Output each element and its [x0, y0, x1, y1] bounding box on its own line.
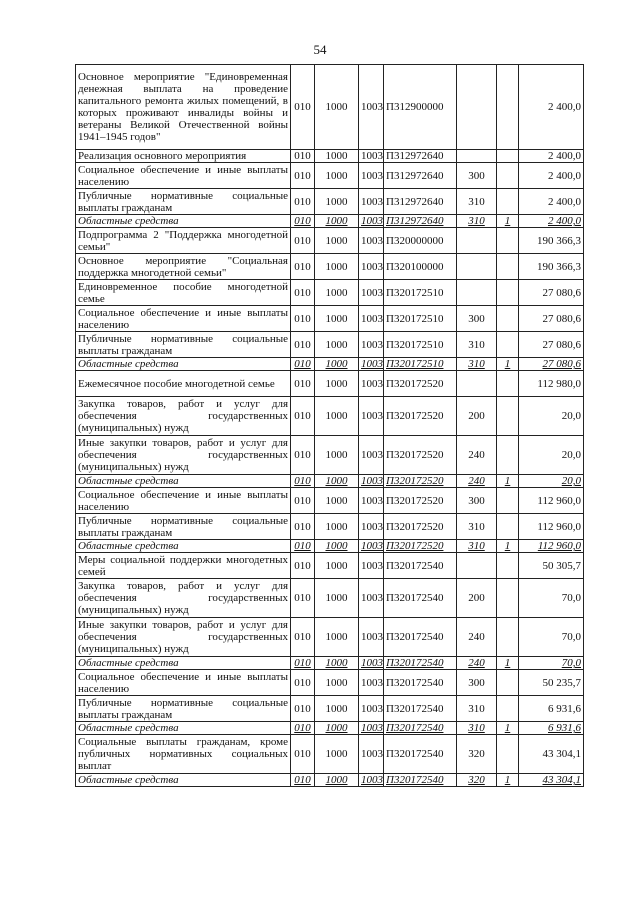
section-code: 1000: [315, 215, 359, 228]
table-row: [76, 514, 584, 540]
expense-type-code: 300: [457, 670, 497, 696]
row-name: Публичные нормативные социальные выплаты гражданам: [76, 696, 291, 722]
section-code: 1000: [315, 332, 359, 358]
section-code: 1000: [315, 280, 359, 306]
target-article-code: П320100000: [384, 254, 457, 280]
table-row: [76, 579, 584, 618]
amount: 112 960,0: [519, 488, 584, 514]
subsection-code: 1003: [359, 397, 384, 436]
subsection-code: 1003: [359, 215, 384, 228]
ved-code: 010: [291, 228, 315, 254]
table-row: [76, 228, 584, 254]
funding-source-code: [497, 579, 519, 618]
ved-code: 010: [291, 306, 315, 332]
table-row-regional-funds: [76, 722, 584, 735]
funding-source-code: [497, 163, 519, 189]
amount: 20,0: [519, 436, 584, 475]
amount: 2 400,0: [519, 189, 584, 215]
expense-type-code: 310: [457, 514, 497, 540]
expense-type-code: 200: [457, 397, 497, 436]
target-article-code: П320172540: [384, 553, 457, 579]
expense-type-code: 320: [457, 774, 497, 787]
amount: 190 366,3: [519, 228, 584, 254]
amount: 6 931,6: [519, 696, 584, 722]
subsection-code: 1003: [359, 774, 384, 787]
section-code: 1000: [315, 65, 359, 150]
funding-source-code: 1: [497, 215, 519, 228]
expense-type-code: 320: [457, 735, 497, 774]
target-article-code: П312972640: [384, 215, 457, 228]
ved-code: 010: [291, 215, 315, 228]
expense-type-code: [457, 228, 497, 254]
expense-type-code: [457, 65, 497, 150]
funding-source-code: [497, 735, 519, 774]
page-number: 54: [313, 42, 327, 57]
funding-source-code: [497, 670, 519, 696]
table-row: [76, 488, 584, 514]
section-code: 1000: [315, 657, 359, 670]
funding-source-code: [497, 397, 519, 436]
funding-source-code: [497, 150, 519, 163]
ved-code: 010: [291, 540, 315, 553]
target-article-code: П320172520: [384, 475, 457, 488]
target-article-code: П320172510: [384, 358, 457, 371]
subsection-code: 1003: [359, 436, 384, 475]
subsection-code: 1003: [359, 618, 384, 657]
table-row: [76, 397, 584, 436]
row-name: Социальное обеспечение и иные выплаты населению: [76, 163, 291, 189]
row-name: Закупка товаров, работ и услуг для обеспечения государственных (муниципальных) нужд: [76, 579, 291, 618]
row-name: Меры социальной поддержки многодетных семей: [76, 553, 291, 579]
subsection-code: 1003: [359, 696, 384, 722]
target-article-code: П320172540: [384, 618, 457, 657]
section-code: 1000: [315, 254, 359, 280]
target-article-code: П320172540: [384, 722, 457, 735]
amount: 27 080,6: [519, 332, 584, 358]
funding-source-code: [497, 371, 519, 397]
table-row: [76, 670, 584, 696]
expense-type-code: 310: [457, 540, 497, 553]
section-code: 1000: [315, 618, 359, 657]
expense-type-code: [457, 371, 497, 397]
table-row: [76, 189, 584, 215]
amount: 70,0: [519, 618, 584, 657]
subsection-code: 1003: [359, 228, 384, 254]
row-name: Областные средства: [76, 475, 291, 488]
row-name: Областные средства: [76, 358, 291, 371]
row-name: Закупка товаров, работ и услуг для обеспечения государственных (муниципальных) нужд: [76, 397, 291, 436]
funding-source-code: [497, 65, 519, 150]
table-row-regional-funds: [76, 540, 584, 553]
row-name: Ежемесячное пособие многодетной семье: [76, 371, 291, 397]
funding-source-code: [497, 189, 519, 215]
table-row-regional-funds: [76, 774, 584, 787]
subsection-code: 1003: [359, 150, 384, 163]
target-article-code: П320172520: [384, 436, 457, 475]
section-code: 1000: [315, 670, 359, 696]
table-row-regional-funds: [76, 215, 584, 228]
target-article-code: П320000000: [384, 228, 457, 254]
row-name: Основное мероприятие "Социальная поддержка многодетной семьи": [76, 254, 291, 280]
funding-source-code: 1: [497, 475, 519, 488]
section-code: 1000: [315, 579, 359, 618]
subsection-code: 1003: [359, 735, 384, 774]
target-article-code: П312972640: [384, 163, 457, 189]
row-name: Основное мероприятие "Единовременная денежная выплата на проведение капитального ремонта жилых помещений, в которых проживают инвалиды войны и ветераны Великой Отечественной войны 1941–1945 годов": [76, 65, 291, 150]
row-name: Публичные нормативные социальные выплаты гражданам: [76, 332, 291, 358]
ved-code: 010: [291, 150, 315, 163]
section-code: 1000: [315, 228, 359, 254]
section-code: 1000: [315, 150, 359, 163]
subsection-code: 1003: [359, 670, 384, 696]
row-name: Социальные выплаты гражданам, кроме публичных нормативных социальных выплат: [76, 735, 291, 774]
table-row-regional-funds: [76, 657, 584, 670]
section-code: 1000: [315, 436, 359, 475]
table-row: [76, 436, 584, 475]
subsection-code: 1003: [359, 254, 384, 280]
subsection-code: 1003: [359, 488, 384, 514]
expense-type-code: 310: [457, 358, 497, 371]
expense-type-code: [457, 254, 497, 280]
amount: 2 400,0: [519, 150, 584, 163]
subsection-code: 1003: [359, 553, 384, 579]
amount: 50 235,7: [519, 670, 584, 696]
funding-source-code: 1: [497, 722, 519, 735]
section-code: 1000: [315, 371, 359, 397]
row-name: Областные средства: [76, 540, 291, 553]
ved-code: 010: [291, 65, 315, 150]
target-article-code: П320172520: [384, 371, 457, 397]
ved-code: 010: [291, 280, 315, 306]
ved-code: 010: [291, 332, 315, 358]
ved-code: 010: [291, 475, 315, 488]
expense-type-code: 310: [457, 332, 497, 358]
ved-code: 010: [291, 514, 315, 540]
ved-code: 010: [291, 735, 315, 774]
row-name: Публичные нормативные социальные выплаты гражданам: [76, 514, 291, 540]
subsection-code: 1003: [359, 475, 384, 488]
target-article-code: П320172510: [384, 306, 457, 332]
funding-source-code: 1: [497, 358, 519, 371]
subsection-code: 1003: [359, 163, 384, 189]
amount: 50 305,7: [519, 553, 584, 579]
amount: 43 304,1: [519, 735, 584, 774]
funding-source-code: [497, 488, 519, 514]
amount: 27 080,6: [519, 358, 584, 371]
funding-source-code: [497, 436, 519, 475]
table-row: [76, 332, 584, 358]
target-article-code: П320172540: [384, 579, 457, 618]
ved-code: 010: [291, 696, 315, 722]
table-row: [76, 735, 584, 774]
funding-source-code: [497, 553, 519, 579]
subsection-code: 1003: [359, 65, 384, 150]
amount: 2 400,0: [519, 65, 584, 150]
row-name: Подпрограмма 2 "Поддержка многодетной семьи": [76, 228, 291, 254]
funding-source-code: [497, 332, 519, 358]
target-article-code: П320172520: [384, 514, 457, 540]
table-row: [76, 696, 584, 722]
expense-type-code: 310: [457, 189, 497, 215]
expense-type-code: 240: [457, 618, 497, 657]
subsection-code: 1003: [359, 306, 384, 332]
row-name: Публичные нормативные социальные выплаты гражданам: [76, 189, 291, 215]
target-article-code: П320172540: [384, 735, 457, 774]
funding-source-code: [497, 280, 519, 306]
expense-type-code: 240: [457, 436, 497, 475]
ved-code: 010: [291, 774, 315, 787]
amount: 27 080,6: [519, 306, 584, 332]
section-code: 1000: [315, 358, 359, 371]
ved-code: 010: [291, 436, 315, 475]
table-row: [76, 150, 584, 163]
amount: 2 400,0: [519, 215, 584, 228]
section-code: 1000: [315, 514, 359, 540]
amount: 43 304,1: [519, 774, 584, 787]
table-row: [76, 163, 584, 189]
row-name: Социальное обеспечение и иные выплаты населению: [76, 670, 291, 696]
section-code: 1000: [315, 163, 359, 189]
funding-source-code: 1: [497, 657, 519, 670]
ved-code: 010: [291, 358, 315, 371]
table-row: [76, 280, 584, 306]
row-name: Социальное обеспечение и иные выплаты населению: [76, 488, 291, 514]
expense-type-code: 310: [457, 215, 497, 228]
funding-source-code: [497, 514, 519, 540]
target-article-code: П312972640: [384, 189, 457, 215]
target-article-code: П320172540: [384, 774, 457, 787]
table-row: [76, 306, 584, 332]
amount: 112 960,0: [519, 514, 584, 540]
section-code: 1000: [315, 488, 359, 514]
expense-type-code: 240: [457, 475, 497, 488]
table-row: [76, 553, 584, 579]
target-article-code: П320172540: [384, 670, 457, 696]
row-name: Иные закупки товаров, работ и услуг для обеспечения государственных (муниципальных) нужд: [76, 436, 291, 475]
expense-type-code: 300: [457, 306, 497, 332]
subsection-code: 1003: [359, 280, 384, 306]
funding-source-code: 1: [497, 540, 519, 553]
amount: 70,0: [519, 657, 584, 670]
expense-type-code: [457, 553, 497, 579]
funding-source-code: 1: [497, 774, 519, 787]
amount: 112 980,0: [519, 371, 584, 397]
ved-code: 010: [291, 371, 315, 397]
ved-code: 010: [291, 618, 315, 657]
row-name: Социальное обеспечение и иные выплаты населению: [76, 306, 291, 332]
target-article-code: П320172520: [384, 397, 457, 436]
ved-code: 010: [291, 670, 315, 696]
row-name: Реализация основного мероприятия: [76, 150, 291, 163]
expense-type-code: 300: [457, 163, 497, 189]
row-name: Областные средства: [76, 774, 291, 787]
section-code: 1000: [315, 553, 359, 579]
target-article-code: П320172510: [384, 280, 457, 306]
section-code: 1000: [315, 475, 359, 488]
section-code: 1000: [315, 397, 359, 436]
section-code: 1000: [315, 189, 359, 215]
section-code: 1000: [315, 774, 359, 787]
section-code: 1000: [315, 722, 359, 735]
target-article-code: П320172540: [384, 657, 457, 670]
expense-type-code: 310: [457, 696, 497, 722]
expense-type-code: 310: [457, 722, 497, 735]
ved-code: 010: [291, 579, 315, 618]
amount: 20,0: [519, 475, 584, 488]
ved-code: 010: [291, 397, 315, 436]
table-row: [76, 618, 584, 657]
amount: 20,0: [519, 397, 584, 436]
subsection-code: 1003: [359, 579, 384, 618]
budget-table: [75, 64, 584, 787]
subsection-code: 1003: [359, 189, 384, 215]
funding-source-code: [497, 254, 519, 280]
expense-type-code: 200: [457, 579, 497, 618]
row-name: Иные закупки товаров, работ и услуг для обеспечения государственных (муниципальных) нужд: [76, 618, 291, 657]
subsection-code: 1003: [359, 332, 384, 358]
subsection-code: 1003: [359, 722, 384, 735]
target-article-code: П320172510: [384, 332, 457, 358]
ved-code: 010: [291, 254, 315, 280]
ved-code: 010: [291, 553, 315, 579]
subsection-code: 1003: [359, 371, 384, 397]
ved-code: 010: [291, 722, 315, 735]
ved-code: 010: [291, 488, 315, 514]
amount: 27 080,6: [519, 280, 584, 306]
expense-type-code: 300: [457, 488, 497, 514]
target-article-code: П312972640: [384, 150, 457, 163]
amount: 2 400,0: [519, 163, 584, 189]
subsection-code: 1003: [359, 657, 384, 670]
section-code: 1000: [315, 306, 359, 332]
table-row: [76, 65, 584, 150]
expense-type-code: 240: [457, 657, 497, 670]
row-name: Областные средства: [76, 657, 291, 670]
table-row: [76, 371, 584, 397]
funding-source-code: [497, 228, 519, 254]
table-row-regional-funds: [76, 358, 584, 371]
target-article-code: П320172520: [384, 488, 457, 514]
section-code: 1000: [315, 696, 359, 722]
amount: 190 366,3: [519, 254, 584, 280]
section-code: 1000: [315, 735, 359, 774]
ved-code: 010: [291, 163, 315, 189]
table-row-regional-funds: [76, 475, 584, 488]
ved-code: 010: [291, 657, 315, 670]
row-name: Единовременное пособие многодетной семье: [76, 280, 291, 306]
funding-source-code: [497, 618, 519, 657]
subsection-code: 1003: [359, 540, 384, 553]
funding-source-code: [497, 306, 519, 332]
amount: 70,0: [519, 579, 584, 618]
subsection-code: 1003: [359, 358, 384, 371]
target-article-code: П312900000: [384, 65, 457, 150]
target-article-code: П320172540: [384, 696, 457, 722]
expense-type-code: [457, 280, 497, 306]
funding-source-code: [497, 696, 519, 722]
amount: 112 960,0: [519, 540, 584, 553]
section-code: 1000: [315, 540, 359, 553]
ved-code: 010: [291, 189, 315, 215]
amount: 6 931,6: [519, 722, 584, 735]
row-name: Областные средства: [76, 722, 291, 735]
expense-type-code: [457, 150, 497, 163]
table-row: [76, 254, 584, 280]
subsection-code: 1003: [359, 514, 384, 540]
row-name: Областные средства: [76, 215, 291, 228]
target-article-code: П320172520: [384, 540, 457, 553]
